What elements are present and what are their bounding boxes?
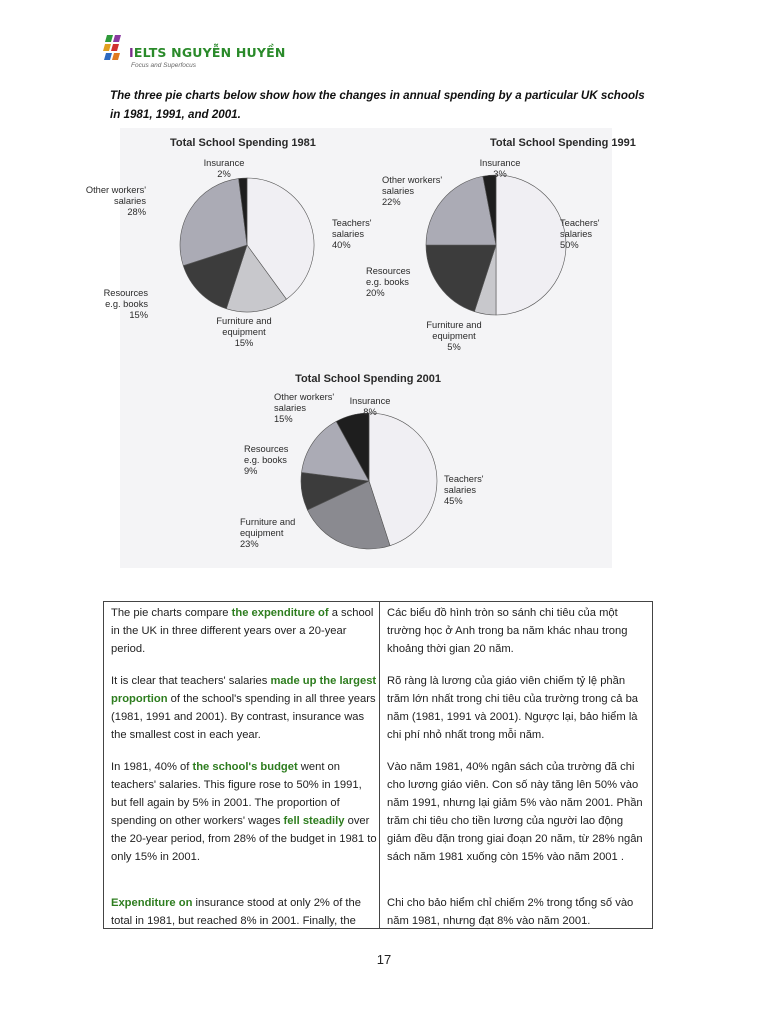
slice-value-label: 20% (366, 288, 385, 298)
essay-vietnamese-column (380, 602, 652, 928)
slice-category-label: Resources (366, 266, 411, 276)
slice-value-label: 15% (274, 414, 293, 424)
essay-paragraph-vi: Vào năm 1981, 40% ngân sách của trường đã chi cho lương giáo viên. Con số này tăng lên 50% vào năm 1991, nhưng lại giảm 5% vào năm 2001. Phần trăm chi tiêu cho tiền lương của người lao động giảm đều đặn trong giai đoạn 20 năm, từ 28% ngân sách năm 1981 xuống còn 15% vào năm 2001 . (387, 761, 643, 863)
essay-paragraph-en: The pie charts compare the expenditure of a school in the UK in three different years over a 20-year period. (111, 607, 374, 655)
slice-category-label: Furniture and (426, 320, 482, 330)
slice-category-label: salaries (444, 485, 477, 495)
task-prompt: The three pie charts below show how the changes in annual spending by a particular UK schools in 1981, 1991, and 2001. (110, 89, 645, 121)
slice-category-label: equipment (222, 327, 266, 337)
logo (103, 33, 286, 73)
brand-name: IELTS NGUYỄN HUYỀN (129, 45, 286, 60)
essay-paragraph-vi: Chi cho bảo hiểm chỉ chiếm 2% trong tổng số vào năm 1981, nhưng đạt 8% vào năm 2001. (387, 897, 634, 927)
slice-category-label: Insurance (479, 158, 521, 168)
slice-category-label: e.g. books (105, 299, 148, 309)
slice-category-label: salaries (560, 229, 593, 239)
slice-value-label: 28% (127, 207, 146, 217)
slice-category-label: Other workers' (85, 185, 146, 195)
essay-english-column (104, 602, 380, 928)
essay-paragraph-en: It is clear that teachers' salaries made up the largest proportion of the school's spending in all three years (1981, 1991 and 2001). By contrast, insurance was the smallest cost in each year. (111, 675, 377, 741)
slice-category-label: Teachers' (444, 474, 484, 484)
slice-category-label: e.g. books (244, 455, 287, 465)
slice-value-label: 15% (129, 310, 148, 320)
slice-category-label: Insurance (349, 396, 391, 406)
essay-paragraph-vi: Các biểu đồ hình tròn so sánh chi tiêu của một trường học ở Anh trong ba năm khác nhau trong khoảng thời gian 20 năm. (387, 607, 628, 655)
essay-table (103, 601, 653, 929)
slice-category-label: equipment (240, 528, 284, 538)
slice-category-label: Resources (244, 444, 289, 454)
slice-value-label: 45% (444, 496, 463, 506)
slice-category-label: salaries (274, 403, 307, 413)
brand-tagline: Focus and Superfocus (131, 62, 197, 69)
slice-category-label: Furniture and (216, 316, 272, 326)
chart-title: Total School Spending 1991 (490, 137, 636, 149)
slice-value-label: 3% (493, 169, 507, 179)
slice-value-label: 50% (560, 240, 579, 250)
essay-paragraph-en: In 1981, 40% of the school's budget went on teachers' salaries. This figure rose to 50% in 1991, but fell again by 5% in 2001. The proportion of spending on other workers' wages fell steadily over the 20-year period, from 28% of the budget in 1981 to only 15% in 2001. (111, 761, 377, 863)
chart-title: Total School Spending 2001 (295, 373, 441, 385)
slice-category-label: e.g. books (366, 277, 409, 287)
slice-category-label: equipment (432, 331, 476, 341)
logo-mark-icon (103, 33, 129, 63)
pie-charts (85, 128, 636, 568)
essay-paragraph-vi: Rõ ràng là lương của giáo viên chiếm tỷ lệ phần trăm lớn nhất trong chi tiêu của trường trong cả ba năm (1981, 1991 và 2001). Ngược lại, bảo hiểm là chi phí nhỏ nhất trong mỗi năm. (387, 675, 639, 741)
slice-category-label: Insurance (203, 158, 245, 168)
chart-title: Total School Spending 1981 (170, 137, 316, 149)
slice-value-label: 40% (332, 240, 351, 250)
slice-value-label: 23% (240, 539, 259, 549)
slice-value-label: 15% (234, 338, 254, 348)
slice-category-label: Resources (103, 288, 148, 298)
slice-category-label: salaries (332, 229, 365, 239)
pie-chart-figure (85, 128, 636, 568)
slice-value-label: 22% (382, 197, 401, 207)
slice-value-label: 5% (447, 342, 461, 352)
slice-category-label: Teachers' (560, 218, 600, 228)
slice-category-label: salaries (113, 196, 146, 206)
slice-value-label: 8% (363, 407, 377, 417)
slice-category-label: Teachers' (332, 218, 372, 228)
essay-paragraph-en: Expenditure on insurance stood at only 2% of the total in 1981, but reached 8% in 2001. Finally, the (111, 897, 361, 927)
slice-value-label: 2% (217, 169, 231, 179)
slice-category-label: Furniture and (240, 517, 296, 527)
slice-value-label: 9% (244, 466, 258, 476)
page-number: 17 (376, 952, 392, 967)
slice-category-label: salaries (382, 186, 415, 196)
slice-category-label: Other workers' (382, 175, 443, 185)
slice-category-label: Other workers' (274, 392, 335, 402)
